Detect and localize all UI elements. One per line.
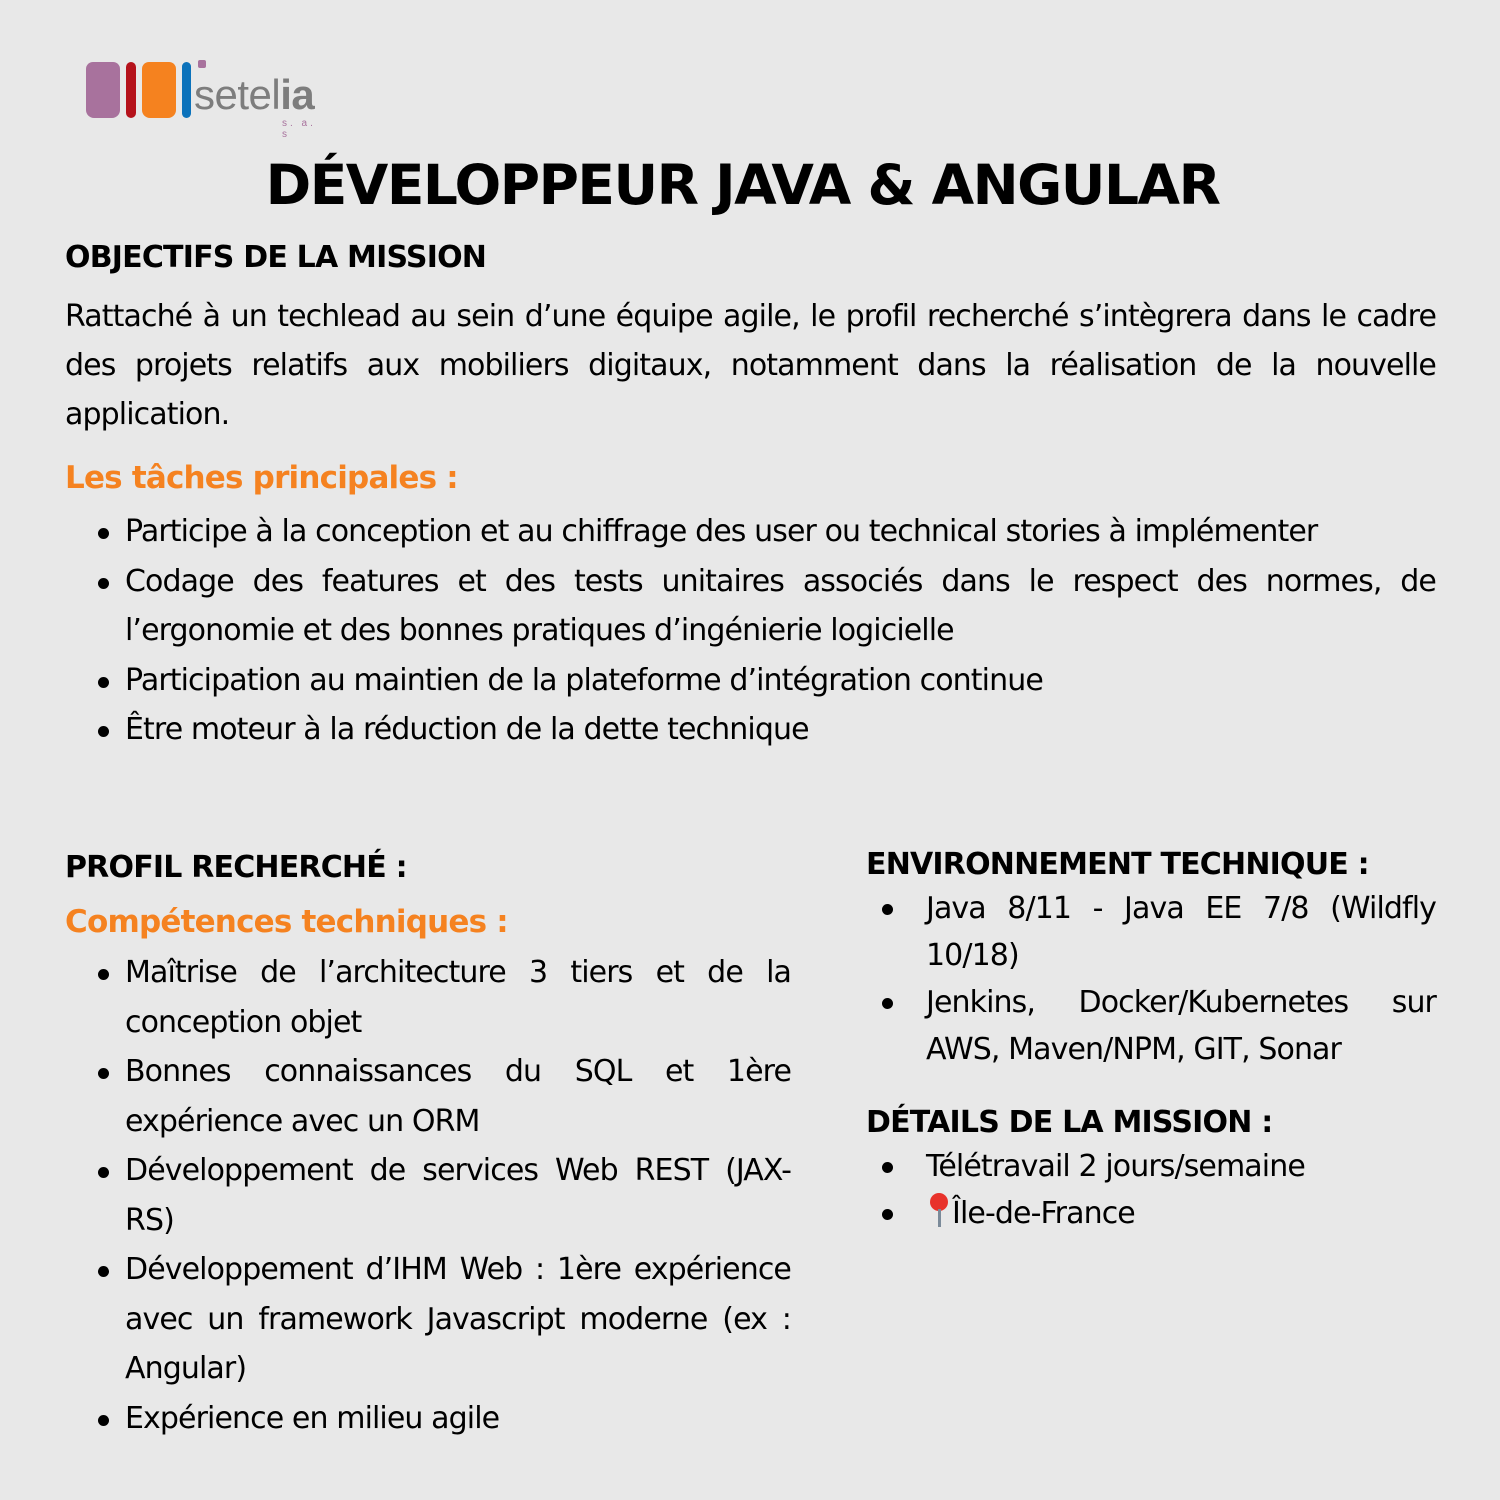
- right-column: [866, 845, 1436, 1237]
- list-item-text: Bonnes connaissances du SQL et 1ère expérience avec un ORM: [125, 1054, 791, 1139]
- logo-orange-block: [142, 62, 176, 118]
- logo-legal-form: s. a. s: [282, 118, 316, 140]
- objectives-text: Rattaché à un techlead au sein d’une équipe agile, le profil recherché s’intègrera dans le cadre des projets relatifs aux mobiliers digitaux, notamment dans la réalisation de la nouvelle application.: [65, 299, 1436, 432]
- bullet-icon: [882, 1209, 893, 1220]
- list-item-text: Être moteur à la réduction de la dette technique: [125, 712, 809, 747]
- list-item: [866, 885, 1436, 979]
- bullet-icon: [98, 969, 109, 980]
- list-item: [65, 705, 1436, 755]
- logo-dot: [198, 60, 206, 68]
- skills-list: [65, 948, 791, 1443]
- list-item-text: Maîtrise de l’architecture 3 tiers et de la conception objet: [125, 955, 791, 1040]
- bullet-icon: [98, 677, 109, 688]
- bullet-icon: [98, 1266, 109, 1277]
- list-item-text: Java 8/11 - Java EE 7/8 (Wildfly 10/18): [926, 891, 1436, 973]
- details-heading: DÉTAILS DE LA MISSION :: [866, 1105, 1273, 1140]
- list-item: [65, 557, 1436, 656]
- logo-wordmark: [194, 71, 315, 118]
- list-item: [65, 1047, 791, 1146]
- details-section: [866, 1103, 1436, 1237]
- skills-heading: Compétences techniques :: [65, 904, 508, 940]
- bullet-icon: [98, 1068, 109, 1079]
- tasks-heading: Les tâches principales :: [65, 460, 458, 496]
- bullet-icon: [882, 998, 893, 1009]
- bullet-icon: [98, 1415, 109, 1426]
- bullet-icon: [882, 1162, 893, 1173]
- list-item: [866, 979, 1436, 1073]
- list-item-text: Développement d’IHM Web : 1ère expérience avec un framework Javascript moderne (ex : Angular): [125, 1252, 791, 1386]
- list-item: [65, 507, 1436, 557]
- profile-section: [65, 848, 791, 1443]
- list-item-text: Jenkins, Docker/Kubernetes sur AWS, Maven/NPM, GIT, Sonar: [926, 985, 1436, 1067]
- environment-section: [866, 845, 1436, 1073]
- bullet-icon: [98, 528, 109, 539]
- logo-purple-block: [86, 62, 120, 118]
- tasks-list: [65, 507, 1436, 755]
- page-title: DÉVELOPPEUR JAVA & ANGULAR: [265, 153, 1220, 217]
- environment-heading: ENVIRONNEMENT TECHNIQUE :: [866, 847, 1369, 882]
- list-item: [65, 948, 791, 1047]
- logo-red-bar: [126, 62, 136, 118]
- objectives-section: [65, 238, 1436, 439]
- objectives-heading: OBJECTIFS DE LA MISSION: [65, 240, 487, 275]
- environment-list: [866, 885, 1436, 1073]
- bullet-icon: [98, 1167, 109, 1178]
- logo-blue-bar: [182, 62, 191, 118]
- list-item-text: Expérience en milieu agile: [125, 1400, 500, 1436]
- list-item-text: Participation au maintien de la plateforme d’intégration continue: [125, 662, 1043, 698]
- round-pushpin-icon: [926, 1191, 950, 1227]
- location-text: Île-de-France: [952, 1196, 1135, 1231]
- list-item: [866, 1190, 1436, 1237]
- list-item: [65, 1245, 791, 1394]
- list-item-text: Codage des features et des tests unitaires associés dans le respect des normes, de l’ergonomie et des bonnes pratiques d’ingénierie logicielle: [125, 563, 1436, 648]
- tasks-section: [65, 458, 1436, 755]
- list-item-text: Développement de services Web REST (JAX-RS): [125, 1153, 791, 1238]
- logo-word-bold: ia: [280, 71, 315, 118]
- logo-word-light: setel: [194, 71, 281, 118]
- bullet-icon: [98, 578, 109, 589]
- bullet-icon: [882, 904, 893, 915]
- list-item: [65, 656, 1436, 706]
- details-list: [866, 1143, 1436, 1237]
- list-item-text: Participe à la conception et au chiffrage des user ou technical stories à implémenter: [125, 514, 1318, 549]
- bullet-icon: [98, 726, 109, 737]
- list-item: [866, 1143, 1436, 1190]
- profile-heading: PROFIL RECHERCHÉ :: [65, 850, 407, 885]
- list-item-text: Télétravail 2 jours/semaine: [926, 1149, 1305, 1184]
- list-item: [65, 1146, 791, 1245]
- list-item: [65, 1394, 791, 1444]
- setelia-logo: [86, 60, 326, 140]
